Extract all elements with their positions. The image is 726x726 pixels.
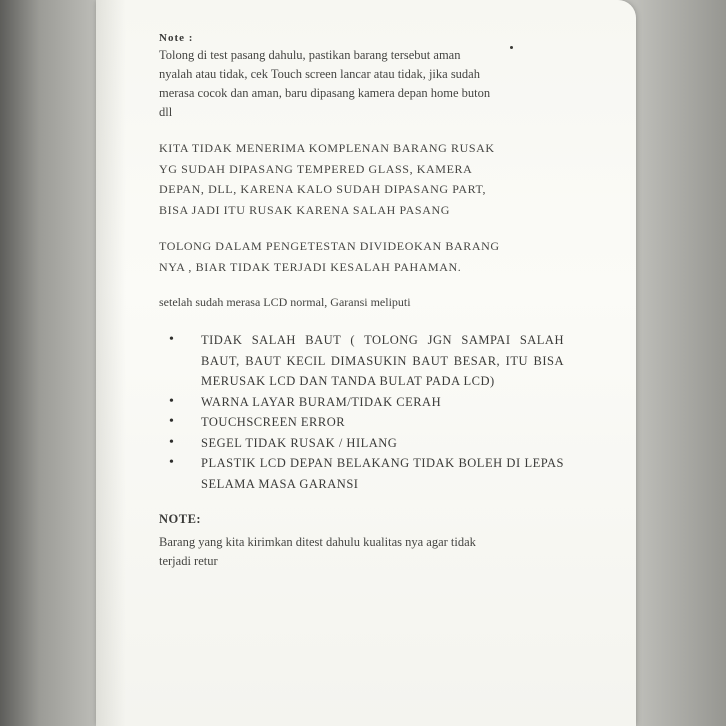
intro-line: nyalah atau tidak, cek Touch screen lancar atau tidak, jika sudah (159, 67, 480, 81)
closing-line: Barang yang kita kirimkan ditest dahulu kualitas nya agar tidak (159, 535, 476, 549)
list-item (169, 330, 564, 392)
closing-paragraph (159, 533, 564, 571)
bullet-icon: • (169, 414, 175, 429)
video-paragraph (159, 236, 564, 277)
intro-line: Tolong di test pasang dahulu, pastikan barang tersebut aman (159, 48, 461, 62)
bullet-icon: • (169, 393, 175, 409)
note2-heading: NOTE: (159, 512, 202, 526)
note-heading: Note : (159, 32, 194, 44)
bullet-icon: • (169, 332, 175, 347)
list-item-text: PLASTIK LCD DEPAN BELAKANG TIDAK BOLEH DI LEPAS SELAMA MASA GARANSI (201, 456, 564, 491)
list-item (169, 453, 564, 494)
warranty-intro: setelah sudah merasa LCD normal, Garansi meliputi (159, 295, 411, 309)
warning-line: DEPAN, DLL, KARENA KALO SUDAH DIPASANG PART, (159, 182, 487, 196)
closing-line: terjadi retur (159, 554, 218, 568)
video-line: NYA , BIAR TIDAK TERJADI KESALAH PAHAMAN. (159, 259, 462, 274)
list-item (169, 412, 564, 433)
document-body (159, 32, 564, 571)
intro-paragraph (159, 46, 564, 122)
list-item-text: TIDAK SALAH BAUT ( TOLONG JGN SAMPAI SALAH BAUT, BAUT KECIL DIMASUKIN BAUT BESAR, ITU BISA MERUSAK LCD DAN TANDA BULAT PADA LCD) (201, 333, 564, 388)
paper-sheet (96, 0, 636, 726)
list-item (169, 433, 564, 454)
bullet-icon: • (169, 434, 175, 450)
warranty-list (169, 330, 564, 494)
paper-edge-shade (96, 0, 126, 726)
list-item-text: TOUCHSCREEN ERROR (201, 415, 346, 429)
video-line: TOLONG DALAM PENGETESTAN DIVIDEOKAN BARANG (159, 239, 500, 253)
intro-line: merasa cocok dan aman, baru dipasang kamera depan home buton (159, 86, 491, 100)
list-item-text: WARNA LAYAR BURAM/TIDAK CERAH (201, 394, 442, 409)
warning-line: BISA JADI ITU RUSAK KARENA SALAH PASANG (159, 202, 450, 217)
intro-line: dll (159, 105, 173, 119)
list-item (169, 392, 564, 413)
warning-paragraph (159, 138, 564, 220)
bullet-icon: • (169, 455, 175, 470)
warning-line: YG SUDAH DIPASANG TEMPERED GLASS, KAMERA (159, 161, 473, 176)
list-item-text: SEGEL TIDAK RUSAK / HILANG (201, 435, 398, 450)
warning-line: KITA TIDAK MENERIMA KOMPLENAN BARANG RUSAK (159, 141, 495, 155)
